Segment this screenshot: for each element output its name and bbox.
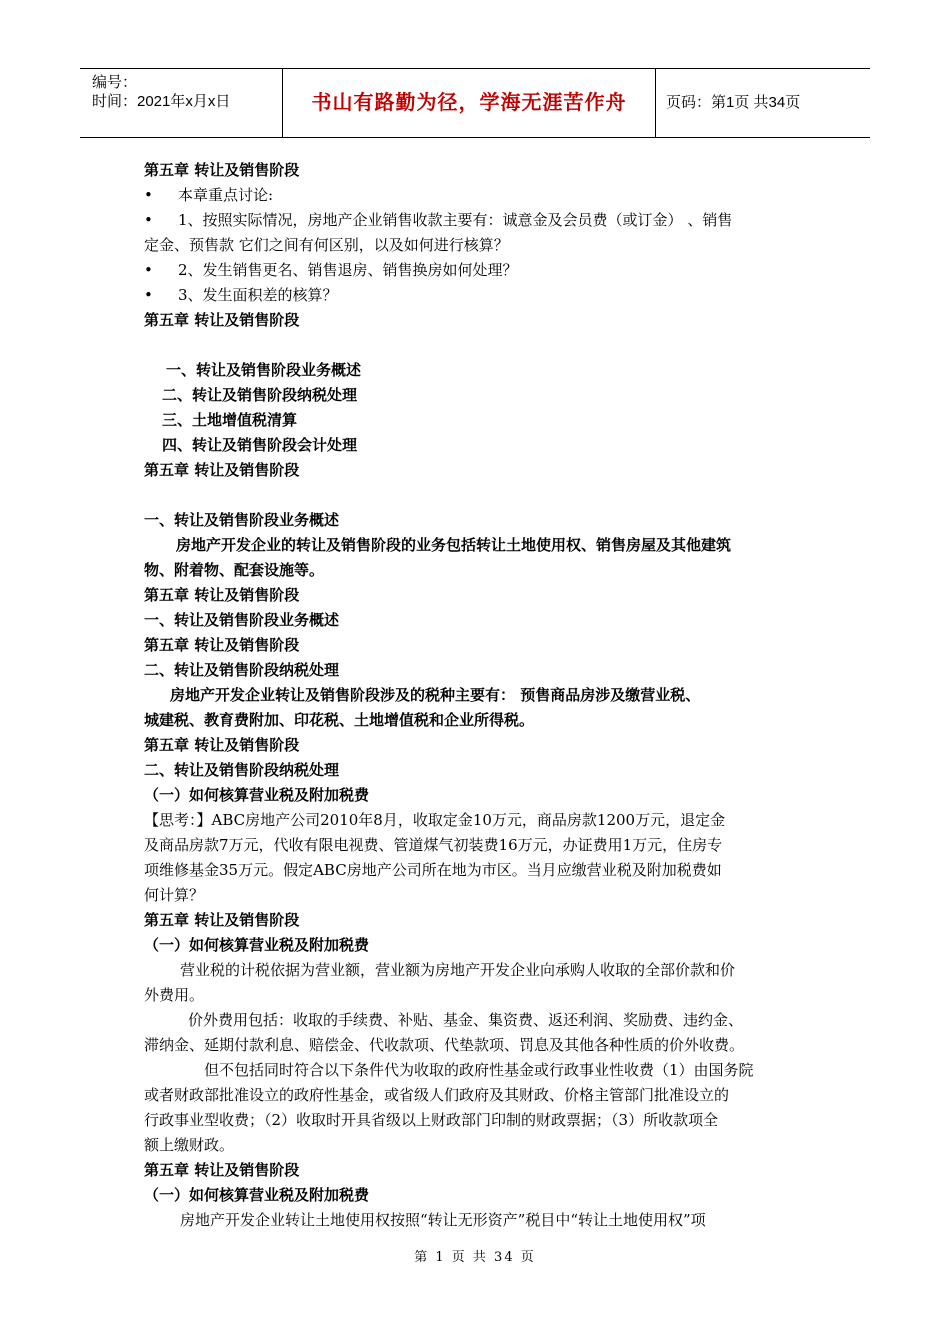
number-label: 编号：	[92, 74, 138, 91]
line-text: 一、转让及销售阶段业务概述	[144, 611, 340, 629]
motto: 书山有路勤为径，学海无涯苦作舟	[311, 92, 627, 114]
header-page-cell	[656, 69, 870, 137]
line-text: 二、转让及销售阶段纳税处理	[144, 761, 340, 779]
line-text: 三、土地增值税清算	[162, 411, 298, 429]
text-line	[144, 583, 808, 608]
line-text: 第五章 转让及销售阶段	[144, 586, 300, 604]
line-text: （一）如何核算营业税及附加税费	[144, 936, 370, 954]
line-text: 第五章 转让及销售阶段	[144, 636, 300, 654]
text-line	[144, 783, 808, 808]
line-text: 项维修基金35万元。假定ABC房地产公司所在地为市区。当月应缴营业税及附加税费如	[144, 861, 722, 879]
line-text: 行政事业型收费；（2）收取时开具省级以上财政部门印制的财政票据；（3）所收款项全	[144, 1111, 719, 1129]
bullet-marker: •	[144, 211, 153, 229]
text-line	[144, 908, 808, 933]
blank-line	[144, 333, 808, 358]
line-text: 或者财政部批准设立的政府性基金，或省级人们政府及其财政、价格主管部门批准设立的	[144, 1086, 730, 1104]
text-line	[144, 1183, 808, 1208]
text-line	[144, 708, 808, 733]
line-text: 四、转让及销售阶段会计处理	[162, 436, 358, 454]
line-text: 城建税、教育费附加、印花税、土地增值税和企业所得税。	[144, 711, 535, 729]
line-text: （一）如何核算营业税及附加税费	[144, 786, 370, 804]
bullet-line	[144, 283, 808, 308]
line-text: 二、转让及销售阶段纳税处理	[162, 386, 358, 404]
text-line	[144, 1158, 808, 1183]
text-line	[144, 308, 808, 333]
text-line	[144, 933, 808, 958]
line-text: 外费用。	[144, 986, 205, 1004]
text-line	[144, 983, 808, 1008]
text-line	[144, 533, 808, 558]
line-text: 房地产开发企业转让及销售阶段涉及的税种主要有： 预售商品房涉及缴营业税、	[170, 686, 701, 704]
line-text: 第五章 转让及销售阶段	[144, 461, 300, 479]
page-footer: 第 1 页 共 34 页	[414, 1250, 536, 1265]
text-line	[144, 358, 808, 383]
text-line	[144, 808, 808, 833]
text-line	[144, 1008, 808, 1033]
line-text: 【思考：】ABC房地产公司2010年8月，收取定金10万元，商品房款1200万元，退定金	[144, 811, 726, 829]
text-line	[144, 1133, 808, 1158]
line-text: 第五章 转让及销售阶段	[144, 911, 300, 929]
line-text: 第五章 转让及销售阶段	[144, 161, 300, 179]
text-line	[144, 658, 808, 683]
text-line	[144, 858, 808, 883]
line-text: 2、发生销售更名、销售退房、销售换房如何处理？	[178, 261, 518, 279]
line-text: 营业税的计税依据为营业额，营业额为房地产开发企业向承购人收取的全部价款和价	[180, 961, 736, 979]
line-text: 一、转让及销售阶段业务概述	[166, 361, 362, 379]
line-text: 3、发生面积差的核算？	[178, 286, 338, 304]
text-line	[144, 733, 808, 758]
text-line	[144, 408, 808, 433]
text-line	[144, 1083, 808, 1108]
line-text: 第五章 转让及销售阶段	[144, 736, 300, 754]
line-text: 第五章 转让及销售阶段	[144, 1161, 300, 1179]
bullet-marker: •	[144, 286, 153, 304]
bullet-marker: •	[144, 261, 153, 279]
text-line	[144, 458, 808, 483]
line-text: 本章重点讨论:	[178, 186, 274, 204]
text-line	[144, 433, 808, 458]
text-line	[144, 558, 808, 583]
page-header	[80, 68, 870, 138]
text-line	[144, 1208, 808, 1233]
blank-line	[144, 483, 808, 508]
text-line	[144, 1033, 808, 1058]
line-text: 物、附着物、配套设施等。	[144, 561, 325, 579]
line-text: 何计算？	[144, 886, 205, 904]
text-line	[144, 608, 808, 633]
line-text: 1、按照实际情况，房地产企业销售收款主要有：诚意金及会员费（或订金） 、销售	[178, 211, 733, 229]
bullet-marker: •	[144, 186, 153, 204]
text-line	[144, 1058, 808, 1083]
text-line	[144, 683, 808, 708]
text-line	[144, 233, 808, 258]
line-text: 一、转让及销售阶段业务概述	[144, 511, 340, 529]
line-text: 房地产开发企业转让土地使用权按照“转让无形资产”税目中“转让土地使用权”项	[180, 1211, 706, 1229]
line-text: 二、转让及销售阶段纳税处理	[144, 661, 340, 679]
text-line	[144, 383, 808, 408]
line-text: 定金、预售款 它们之间有何区别，以及如何进行核算？	[144, 236, 509, 254]
bullet-line	[144, 183, 808, 208]
bullet-line	[144, 258, 808, 283]
text-line	[144, 758, 808, 783]
line-text: 及商品房款7万元，代收有限电视费、管道煤气初装费16万元，办证费用1万元，住房专	[144, 836, 723, 854]
line-text: 价外费用包括：收取的手续费、补贴、基金、集资费、返还利润、奖励费、违约金、	[188, 1011, 744, 1029]
text-line	[144, 833, 808, 858]
line-text: （一）如何核算营业税及附加税费	[144, 1186, 370, 1204]
line-text: 滞纳金、延期付款利息、赔偿金、代收款项、代垫款项、罚息及其他各种性质的价外收费。	[144, 1036, 745, 1054]
line-text: 第五章 转让及销售阶段	[144, 311, 300, 329]
document-body	[144, 158, 808, 1233]
header-motto-cell	[283, 69, 656, 137]
header-meta-cell	[80, 69, 283, 137]
line-text: 但不包括同时符合以下条件代为收取的政府性基金或行政事业性收费（1）由国务院	[204, 1061, 754, 1079]
text-line	[144, 1108, 808, 1133]
text-line	[144, 633, 808, 658]
time-label: 时间：2021年x月x日	[92, 93, 231, 110]
line-text: 额上缴财政。	[144, 1136, 235, 1154]
line-text: 房地产开发企业的转让及销售阶段的业务包括转让土地使用权、销售房屋及其他建筑	[176, 536, 732, 554]
text-line	[144, 883, 808, 908]
bullet-line	[144, 208, 808, 233]
page-info: 页码：第1页 共34页	[666, 94, 801, 111]
text-line	[144, 958, 808, 983]
text-line	[144, 508, 808, 533]
text-line	[144, 158, 808, 183]
